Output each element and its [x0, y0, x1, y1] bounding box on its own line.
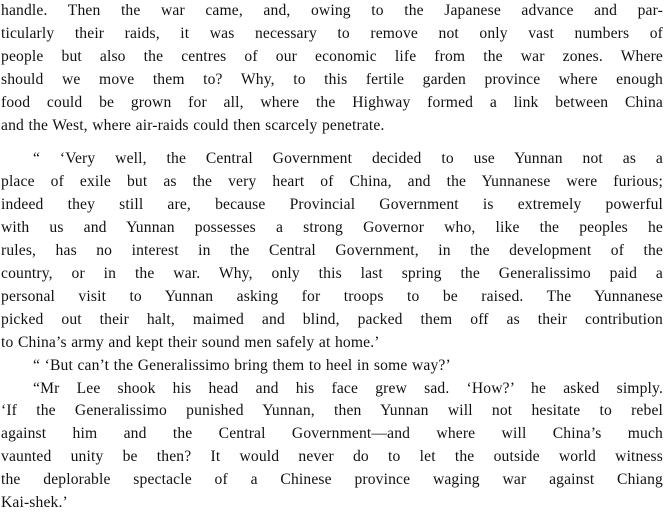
text-line: picked out their halt, maimed and blind, packed them off as their contribution — [1, 310, 663, 328]
text-line: should we move them to? Why, to this fertile garden province where enough — [1, 70, 663, 88]
text-line: indeed they still are, because Provincial Government is extremely powerful — [1, 196, 663, 214]
text-line: country, or in the war. Why, only this last spring the Generalissimo paid a — [1, 264, 663, 282]
text-line: personal visit to Yunnan asking for troops to be raised. The Yunnanese — [1, 287, 663, 305]
paragraph-2 — [1, 148, 663, 354]
text-line: “ ‘But can’t the Generalissimo bring them to heel in some way?’ — [33, 356, 451, 374]
text-line: food could be grown for all, where the Highway formed a link between China — [1, 93, 663, 111]
paragraph-3 — [1, 355, 663, 378]
text-line: rules, has no interest in the Central Government, in the development of the — [1, 242, 663, 260]
text-line: vaunted unity be then? It would never do to let the outside world witness — [1, 448, 663, 466]
text-line: to China’s army and kept their sound men safely at home.’ — [1, 333, 380, 351]
text-line: the deplorable spectacle of a Chinese province waging war against Chiang — [1, 471, 663, 489]
paragraph-1 — [1, 0, 663, 137]
text-line: “ ‘Very well, the Central Government decided to use Yunnan not as a — [33, 150, 663, 168]
text-line: place of exile but as the very heart of China, and the Yunnanese were furious; — [1, 173, 663, 191]
text-line: against him and the Central Government—and where will China’s much — [1, 425, 663, 443]
text-line: with us and Yunnan possesses a strong Governor who, like the peoples he — [1, 219, 663, 237]
paragraph-4 — [1, 378, 663, 515]
text-line: and the West, where air-raids could then scarcely penetrate. — [1, 116, 385, 134]
text-line: handle. Then the war came, and, owing to the Japanese advance and par- — [1, 2, 663, 19]
text-line: Kai-shek.’ — [1, 494, 68, 512]
text-line: people but also the centres of our economic life from the war zones. Where — [1, 47, 663, 65]
text-line: “Mr Lee shook his head and his face grew sad. ‘How?’ he asked simply. — [33, 379, 663, 397]
text-line: ticularly their raids, it was necessary to remove not only vast numbers of — [1, 24, 663, 42]
text-line: ‘If the Generalissimo punished Yunnan, then Yunnan will not hesitate to rebel — [1, 402, 663, 420]
